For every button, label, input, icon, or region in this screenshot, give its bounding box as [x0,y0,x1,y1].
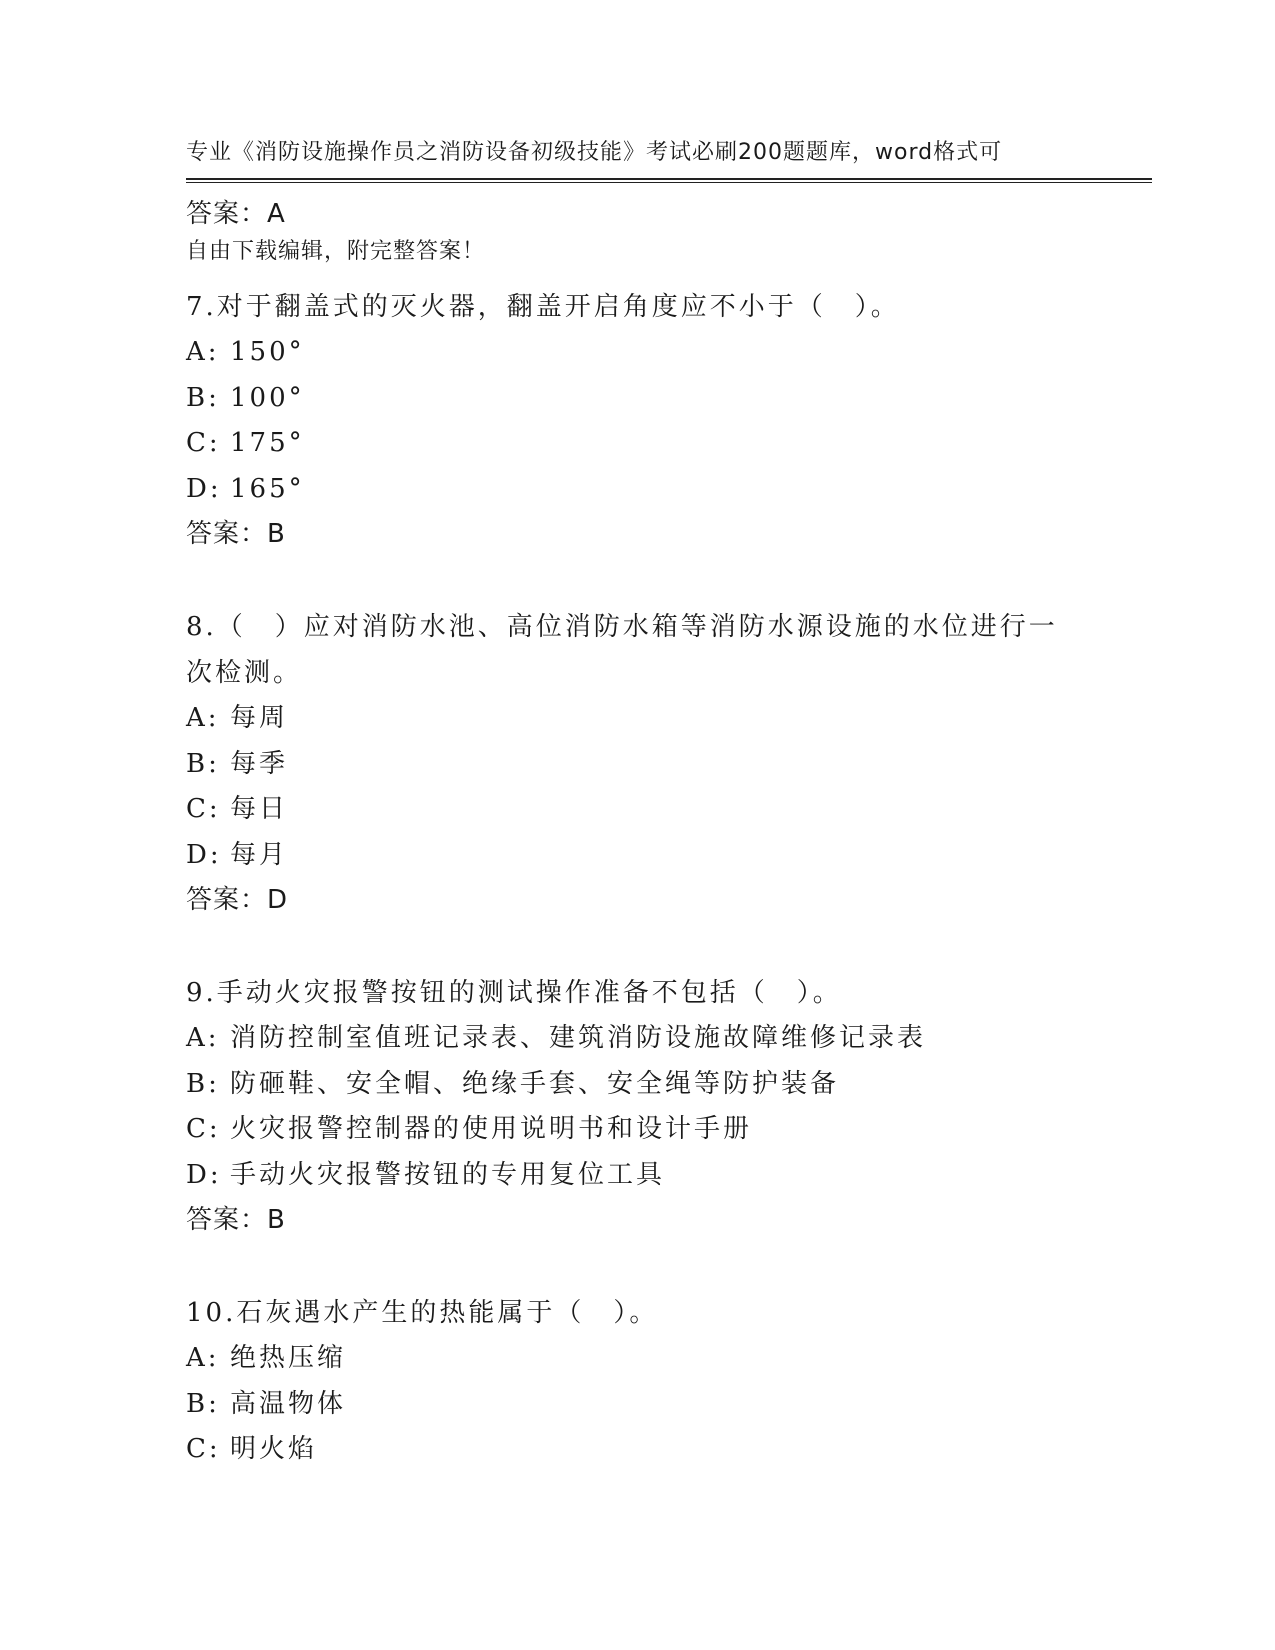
option-c [186,787,1152,833]
option-d [186,833,1152,879]
question-text-line-2: 次检测。 [186,658,303,688]
header-line-1: 专业《消防设施操作员之消防设备初级技能》考试必刷200题题库，word格式可 [186,140,1003,165]
option-a [186,330,1152,376]
option-c [186,421,1152,467]
question-item [186,284,1152,556]
question-text: 9.手动火灾报警按钮的测试操作准备不包括（ ）。 [186,978,842,1008]
option-text: 手动火灾报警按钮的专用复位工具 [230,1159,666,1190]
option-a [186,1336,1152,1382]
question-item [186,604,1152,922]
option-key: C: [186,794,221,824]
question-item [186,970,1152,1242]
option-b [186,742,1152,788]
option-b [186,1062,1152,1108]
option-c [186,1427,1152,1473]
option-text: 每季 [230,748,289,779]
option-d [186,1153,1152,1199]
question-item [186,1290,1152,1473]
option-key: B: [186,748,220,779]
option-text: 100° [230,382,305,413]
option-key: A: [186,1343,220,1373]
option-key: C: [186,1114,221,1144]
option-text: 150° [230,337,305,367]
option-key: C: [186,428,221,458]
option-text: 高温物体 [230,1388,347,1419]
option-text: 明火焰 [230,1434,318,1464]
option-key: D: [186,839,222,870]
option-text: 每周 [230,703,289,733]
option-key: A: [186,337,220,367]
question-list [186,192,1152,1473]
option-a [186,1016,1152,1062]
question-text: 7.对于翻盖式的灭火器，翻盖开启角度应不小于（ ）。 [186,292,900,322]
option-key: B: [186,382,220,413]
option-key: B: [186,1388,220,1419]
option-c [186,1107,1152,1153]
question-text-line-1: 8.（ ）应对消防水池、高位消防水箱等消防水源设施的水位进行一 [186,612,1058,642]
answer-line: 答案：B [186,1205,286,1235]
option-key: D: [186,473,222,504]
option-text: 绝热压缩 [230,1343,347,1373]
option-key: C: [186,1434,221,1464]
previous-answer: 答案：A [186,199,286,229]
answer-line: 答案：B [186,519,286,549]
option-key: A: [186,703,220,733]
option-b [186,376,1152,422]
header-line-2: 自由下载编辑，附完整答案！ [186,239,486,264]
option-text: 防砸鞋、安全帽、绝缘手套、安全绳等防护装备 [230,1068,840,1099]
option-text: 每月 [230,839,289,870]
option-key: D: [186,1159,222,1190]
document-page [186,70,1152,1464]
question-text: 10.石灰遇水产生的热能属于（ ）。 [186,1298,659,1328]
option-text: 每日 [230,794,289,824]
option-key: B: [186,1068,220,1099]
option-key: A: [186,1023,220,1053]
option-b [186,1382,1152,1428]
option-a [186,696,1152,742]
header-divider [186,178,1152,183]
option-text: 165° [230,473,305,504]
option-text: 消防控制室值班记录表、建筑消防设施故障维修记录表 [230,1023,927,1053]
option-text: 火灾报警控制器的使用说明书和设计手册 [230,1114,753,1144]
option-text: 175° [230,428,305,458]
answer-line: 答案：D [186,885,289,915]
option-d [186,467,1152,513]
